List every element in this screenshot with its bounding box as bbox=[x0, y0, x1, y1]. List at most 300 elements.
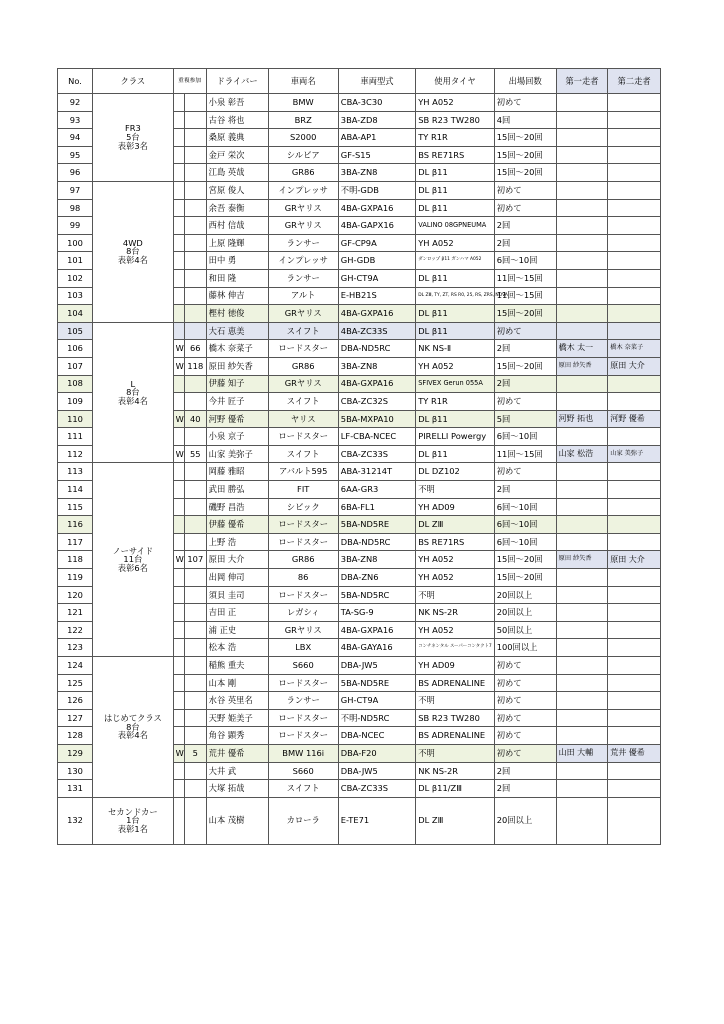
tire: YH A052 bbox=[416, 569, 494, 587]
first-runner bbox=[556, 287, 608, 305]
tire: NK NS-2R bbox=[416, 604, 494, 622]
duplicate-flag bbox=[173, 639, 184, 657]
duplicate-flag bbox=[173, 674, 184, 692]
car-name: GR86 bbox=[268, 357, 338, 375]
header-duplicate-entry: 重複参加 bbox=[173, 69, 206, 94]
duplicate-number bbox=[184, 199, 206, 217]
entry-number: 117 bbox=[58, 533, 93, 551]
driver-name: 古谷 将也 bbox=[206, 111, 268, 129]
car-model: 3BA-ZN8 bbox=[338, 357, 415, 375]
second-runner bbox=[608, 657, 661, 675]
second-runner bbox=[608, 322, 661, 340]
driver-name: 原田 紗矢香 bbox=[206, 357, 268, 375]
car-model: CBA-3C30 bbox=[338, 94, 415, 112]
car-name: ロードスター bbox=[268, 674, 338, 692]
car-model: 4BA-GXPA16 bbox=[338, 305, 415, 323]
driver-name: 伊藤 優希 bbox=[206, 516, 268, 534]
table-row bbox=[58, 94, 661, 112]
duplicate-flag bbox=[173, 146, 184, 164]
duplicate-flag bbox=[173, 516, 184, 534]
car-model: DBA-ND5RC bbox=[338, 340, 415, 358]
car-name: ロードスター bbox=[268, 340, 338, 358]
tire: SFIVEX Gerun 055A bbox=[416, 375, 494, 393]
table-row bbox=[58, 463, 661, 481]
car-model: 6AA-GR3 bbox=[338, 481, 415, 499]
car-name: GR86 bbox=[268, 551, 338, 569]
second-runner: 荒井 優希 bbox=[608, 744, 661, 762]
class-line: 11台 bbox=[123, 554, 143, 565]
entry-count: 初めて bbox=[494, 322, 556, 340]
car-name: ロードスター bbox=[268, 428, 338, 446]
second-runner bbox=[608, 94, 661, 112]
entry-number: 109 bbox=[58, 393, 93, 411]
second-runner bbox=[608, 129, 661, 147]
entry-number: 128 bbox=[58, 727, 93, 745]
first-runner bbox=[556, 463, 608, 481]
entry-number: 101 bbox=[58, 252, 93, 270]
duplicate-number bbox=[184, 621, 206, 639]
entry-count: 6回～10回 bbox=[494, 428, 556, 446]
driver-name: 金戸 栄次 bbox=[206, 146, 268, 164]
second-runner: 原田 大介 bbox=[608, 551, 661, 569]
entry-number: 131 bbox=[58, 780, 93, 798]
second-runner bbox=[608, 797, 661, 844]
entry-number: 105 bbox=[58, 322, 93, 340]
first-runner bbox=[556, 762, 608, 780]
tire: VALINO 08GPNEUMA bbox=[416, 217, 494, 235]
duplicate-flag: W bbox=[173, 357, 184, 375]
driver-name: 浦 正史 bbox=[206, 621, 268, 639]
car-model: 4BA-GAPX16 bbox=[338, 217, 415, 235]
entry-number: 96 bbox=[58, 164, 93, 182]
duplicate-number bbox=[184, 252, 206, 270]
entry-count: 15回～20回 bbox=[494, 569, 556, 587]
first-runner bbox=[556, 657, 608, 675]
class-line: 表彰1名 bbox=[117, 824, 148, 835]
car-model: DBA-NCEC bbox=[338, 727, 415, 745]
car-name: GRヤリス bbox=[268, 217, 338, 235]
entry-number: 116 bbox=[58, 516, 93, 534]
car-model: GH-CT9A bbox=[338, 269, 415, 287]
entry-number: 99 bbox=[58, 217, 93, 235]
car-name: ランサー bbox=[268, 234, 338, 252]
second-runner bbox=[608, 692, 661, 710]
car-model: E-TE71 bbox=[338, 797, 415, 844]
entry-number: 112 bbox=[58, 445, 93, 463]
second-runner bbox=[608, 727, 661, 745]
duplicate-flag bbox=[173, 481, 184, 499]
car-name: シルビア bbox=[268, 146, 338, 164]
driver-name: 和田 隆 bbox=[206, 269, 268, 287]
first-runner bbox=[556, 428, 608, 446]
entry-number: 124 bbox=[58, 657, 93, 675]
car-name: S2000 bbox=[268, 129, 338, 147]
entry-count: 15回～20回 bbox=[494, 305, 556, 323]
driver-name: 伊藤 知子 bbox=[206, 375, 268, 393]
driver-name: 河野 優希 bbox=[206, 410, 268, 428]
header-no: No. bbox=[58, 69, 93, 94]
duplicate-number: 5 bbox=[184, 744, 206, 762]
duplicate-flag bbox=[173, 621, 184, 639]
car-name: アバルト595 bbox=[268, 463, 338, 481]
entry-count: 2回 bbox=[494, 762, 556, 780]
duplicate-flag bbox=[173, 692, 184, 710]
second-runner bbox=[608, 674, 661, 692]
duplicate-number: 107 bbox=[184, 551, 206, 569]
duplicate-number bbox=[184, 322, 206, 340]
duplicate-flag bbox=[173, 94, 184, 112]
car-name: GR86 bbox=[268, 164, 338, 182]
driver-name: 上野 浩 bbox=[206, 533, 268, 551]
class-line: 表彰4名 bbox=[117, 255, 148, 266]
duplicate-number bbox=[184, 692, 206, 710]
duplicate-flag bbox=[173, 129, 184, 147]
tire: DL β11 bbox=[416, 445, 494, 463]
first-runner bbox=[556, 797, 608, 844]
car-name: LBX bbox=[268, 639, 338, 657]
class-line: FR3 bbox=[124, 123, 141, 134]
car-model: DBA-ZN6 bbox=[338, 569, 415, 587]
second-runner bbox=[608, 252, 661, 270]
duplicate-flag: W bbox=[173, 445, 184, 463]
second-runner bbox=[608, 762, 661, 780]
second-runner bbox=[608, 217, 661, 235]
car-model: 6BA-FL1 bbox=[338, 498, 415, 516]
entry-count: 15回～20回 bbox=[494, 357, 556, 375]
second-runner bbox=[608, 164, 661, 182]
second-runner bbox=[608, 586, 661, 604]
duplicate-flag bbox=[173, 727, 184, 745]
tire: YH A052 bbox=[416, 94, 494, 112]
driver-name: 岡藤 雅昭 bbox=[206, 463, 268, 481]
duplicate-flag bbox=[173, 498, 184, 516]
tire: DL β11 bbox=[416, 269, 494, 287]
second-runner bbox=[608, 533, 661, 551]
duplicate-flag bbox=[173, 305, 184, 323]
entry-number: 126 bbox=[58, 692, 93, 710]
duplicate-number bbox=[184, 709, 206, 727]
first-runner bbox=[556, 569, 608, 587]
first-runner bbox=[556, 727, 608, 745]
second-runner bbox=[608, 269, 661, 287]
table-row bbox=[58, 657, 661, 675]
duplicate-number bbox=[184, 129, 206, 147]
duplicate-flag bbox=[173, 569, 184, 587]
first-runner bbox=[556, 621, 608, 639]
first-runner bbox=[556, 604, 608, 622]
class-line: 5台 bbox=[126, 132, 140, 143]
car-model: GH-CT9A bbox=[338, 692, 415, 710]
duplicate-flag: W bbox=[173, 340, 184, 358]
car-name: アルト bbox=[268, 287, 338, 305]
duplicate-number bbox=[184, 94, 206, 112]
tire: ダンロップ β11 ガンハマ A052 bbox=[416, 252, 494, 270]
second-runner bbox=[608, 516, 661, 534]
entry-count: 初めて bbox=[494, 727, 556, 745]
entry-count: 初めて bbox=[494, 181, 556, 199]
duplicate-flag bbox=[173, 709, 184, 727]
duplicate-flag bbox=[173, 322, 184, 340]
class-line: はじめてクラス bbox=[103, 712, 162, 723]
car-name: BMW bbox=[268, 94, 338, 112]
entry-count: 6回～10回 bbox=[494, 516, 556, 534]
driver-name: 山本 剛 bbox=[206, 674, 268, 692]
duplicate-number bbox=[184, 146, 206, 164]
driver-name: 須貝 圭司 bbox=[206, 586, 268, 604]
entry-number: 103 bbox=[58, 287, 93, 305]
first-runner bbox=[556, 305, 608, 323]
entry-count: 6回～10回 bbox=[494, 533, 556, 551]
duplicate-number bbox=[184, 287, 206, 305]
car-model: ABA-31214T bbox=[338, 463, 415, 481]
car-model: ABA-AP1 bbox=[338, 129, 415, 147]
tire: BS ADRENALINE bbox=[416, 674, 494, 692]
first-runner bbox=[556, 780, 608, 798]
entry-number: 122 bbox=[58, 621, 93, 639]
duplicate-number bbox=[184, 498, 206, 516]
class-line: 表彰3名 bbox=[117, 140, 148, 151]
car-model: 4BA-GAYA16 bbox=[338, 639, 415, 657]
tire: DL β11 bbox=[416, 305, 494, 323]
header-driver: ドライバー bbox=[206, 69, 268, 94]
driver-name: 松本 浩 bbox=[206, 639, 268, 657]
second-runner: 原田 大介 bbox=[608, 357, 661, 375]
duplicate-number bbox=[184, 481, 206, 499]
car-model: DBA-F20 bbox=[338, 744, 415, 762]
driver-name: 今井 匠子 bbox=[206, 393, 268, 411]
car-name: ヤリス bbox=[268, 410, 338, 428]
table-row bbox=[58, 797, 661, 844]
second-runner bbox=[608, 375, 661, 393]
first-runner: 橋木 太一 bbox=[556, 340, 608, 358]
duplicate-number bbox=[184, 428, 206, 446]
header-row bbox=[58, 69, 661, 94]
class-cell bbox=[93, 657, 174, 798]
car-model: 3BA-ZN8 bbox=[338, 164, 415, 182]
car-name: ランサー bbox=[268, 269, 338, 287]
duplicate-number: 40 bbox=[184, 410, 206, 428]
driver-name: 吉田 正 bbox=[206, 604, 268, 622]
first-runner bbox=[556, 481, 608, 499]
entry-number: 94 bbox=[58, 129, 93, 147]
entry-number: 120 bbox=[58, 586, 93, 604]
tire: DL β11 bbox=[416, 199, 494, 217]
car-model: 不明-ND5RC bbox=[338, 709, 415, 727]
car-name: スイフト bbox=[268, 322, 338, 340]
header-count: 出場回数 bbox=[494, 69, 556, 94]
first-runner bbox=[556, 164, 608, 182]
second-runner bbox=[608, 146, 661, 164]
second-runner bbox=[608, 498, 661, 516]
duplicate-number: 55 bbox=[184, 445, 206, 463]
entry-count: 11回～15回 bbox=[494, 445, 556, 463]
first-runner bbox=[556, 94, 608, 112]
tire: コンチネンタル スーパーコンタクト7 bbox=[416, 639, 494, 657]
duplicate-number bbox=[184, 234, 206, 252]
car-name: スイフト bbox=[268, 393, 338, 411]
driver-name: 武田 勝弘 bbox=[206, 481, 268, 499]
header-first-runner: 第一走者 bbox=[556, 69, 608, 94]
car-model: DBA-JW5 bbox=[338, 657, 415, 675]
tire: DL ZⅢ bbox=[416, 516, 494, 534]
duplicate-flag bbox=[173, 604, 184, 622]
driver-name: 角谷 顕秀 bbox=[206, 727, 268, 745]
class-line: 8台 bbox=[126, 387, 140, 398]
first-runner bbox=[556, 639, 608, 657]
duplicate-number bbox=[184, 604, 206, 622]
entry-count: 5回 bbox=[494, 410, 556, 428]
second-runner bbox=[608, 780, 661, 798]
first-runner: 河野 拓也 bbox=[556, 410, 608, 428]
entry-number: 118 bbox=[58, 551, 93, 569]
car-model: 3BA-ZN8 bbox=[338, 551, 415, 569]
duplicate-flag bbox=[173, 234, 184, 252]
class-line: 1台 bbox=[126, 815, 140, 826]
driver-name: 樫村 徳俊 bbox=[206, 305, 268, 323]
car-name: カローラ bbox=[268, 797, 338, 844]
second-runner bbox=[608, 181, 661, 199]
first-runner bbox=[556, 533, 608, 551]
duplicate-number bbox=[184, 727, 206, 745]
driver-name: 荒井 優希 bbox=[206, 744, 268, 762]
first-runner bbox=[556, 252, 608, 270]
entry-number: 98 bbox=[58, 199, 93, 217]
driver-name: 桑原 義典 bbox=[206, 129, 268, 147]
first-runner bbox=[556, 586, 608, 604]
first-runner bbox=[556, 111, 608, 129]
entry-count: 15回～20回 bbox=[494, 164, 556, 182]
entry-number: 115 bbox=[58, 498, 93, 516]
class-line: 表彰4名 bbox=[117, 730, 148, 741]
duplicate-number bbox=[184, 393, 206, 411]
car-name: FIT bbox=[268, 481, 338, 499]
driver-name: 水谷 英里名 bbox=[206, 692, 268, 710]
driver-name: 余吾 泰衡 bbox=[206, 199, 268, 217]
car-name: ロードスター bbox=[268, 586, 338, 604]
entry-number: 108 bbox=[58, 375, 93, 393]
duplicate-number bbox=[184, 569, 206, 587]
first-runner bbox=[556, 269, 608, 287]
car-model: LF-CBA-NCEC bbox=[338, 428, 415, 446]
car-model: GF-S15 bbox=[338, 146, 415, 164]
entry-number: 127 bbox=[58, 709, 93, 727]
class-line: 8台 bbox=[126, 246, 140, 257]
car-name: シビック bbox=[268, 498, 338, 516]
driver-name: 原田 大介 bbox=[206, 551, 268, 569]
second-runner bbox=[608, 639, 661, 657]
duplicate-flag bbox=[173, 780, 184, 798]
car-name: GRヤリス bbox=[268, 621, 338, 639]
first-runner: 原田 紗矢香 bbox=[556, 357, 608, 375]
tire: DL DZ102 bbox=[416, 463, 494, 481]
car-name: S660 bbox=[268, 657, 338, 675]
second-runner bbox=[608, 234, 661, 252]
entry-count: 初めて bbox=[494, 199, 556, 217]
entry-count: 6回～10回 bbox=[494, 252, 556, 270]
car-name: インプレッサ bbox=[268, 181, 338, 199]
duplicate-number bbox=[184, 797, 206, 844]
car-name: S660 bbox=[268, 762, 338, 780]
class-cell bbox=[93, 94, 174, 182]
tire: SB R23 TW280 bbox=[416, 111, 494, 129]
class-line: 表彰4名 bbox=[117, 395, 148, 406]
driver-name: 磯野 昌浩 bbox=[206, 498, 268, 516]
first-runner bbox=[556, 234, 608, 252]
entry-count: 6回～10回 bbox=[494, 498, 556, 516]
class-line: セカンドカー bbox=[108, 806, 158, 817]
duplicate-number bbox=[184, 639, 206, 657]
first-runner bbox=[556, 217, 608, 235]
car-model: 4BA-GXPA16 bbox=[338, 199, 415, 217]
second-runner: 河野 優希 bbox=[608, 410, 661, 428]
car-name: レガシィ bbox=[268, 604, 338, 622]
duplicate-flag bbox=[173, 217, 184, 235]
car-name: GRヤリス bbox=[268, 375, 338, 393]
duplicate-flag bbox=[173, 269, 184, 287]
entry-count: 初めて bbox=[494, 657, 556, 675]
driver-name: 江島 英哉 bbox=[206, 164, 268, 182]
entry-count: 20回以上 bbox=[494, 604, 556, 622]
tire: YH AD09 bbox=[416, 657, 494, 675]
car-name: ロードスター bbox=[268, 533, 338, 551]
first-runner bbox=[556, 146, 608, 164]
second-runner: 山家 美弥子 bbox=[608, 445, 661, 463]
tire: NK NS-Ⅱ bbox=[416, 340, 494, 358]
car-model: 4BA-ZC33S bbox=[338, 322, 415, 340]
duplicate-number bbox=[184, 217, 206, 235]
first-runner: 原田 紗矢香 bbox=[556, 551, 608, 569]
duplicate-number bbox=[184, 164, 206, 182]
car-name: BRZ bbox=[268, 111, 338, 129]
entry-number: 107 bbox=[58, 357, 93, 375]
duplicate-number bbox=[184, 780, 206, 798]
first-runner bbox=[556, 375, 608, 393]
duplicate-flag: W bbox=[173, 744, 184, 762]
tire: TY R1R bbox=[416, 129, 494, 147]
driver-name: 山本 茂樹 bbox=[206, 797, 268, 844]
driver-name: 西村 信哉 bbox=[206, 217, 268, 235]
entry-number: 95 bbox=[58, 146, 93, 164]
first-runner bbox=[556, 709, 608, 727]
duplicate-flag bbox=[173, 762, 184, 780]
duplicate-number bbox=[184, 269, 206, 287]
duplicate-flag bbox=[173, 111, 184, 129]
tire: DL β11 bbox=[416, 181, 494, 199]
car-model: 5BA-ND5RC bbox=[338, 586, 415, 604]
entry-number: 106 bbox=[58, 340, 93, 358]
car-model: CBA-ZC33S bbox=[338, 445, 415, 463]
duplicate-flag bbox=[173, 252, 184, 270]
header-class: クラス bbox=[93, 69, 174, 94]
duplicate-flag bbox=[173, 393, 184, 411]
car-model: GH-GDB bbox=[338, 252, 415, 270]
entry-count: 2回 bbox=[494, 234, 556, 252]
class-cell bbox=[93, 463, 174, 657]
entry-count: 50回以上 bbox=[494, 621, 556, 639]
class-cell bbox=[93, 322, 174, 463]
tire: YH A052 bbox=[416, 621, 494, 639]
car-name: スイフト bbox=[268, 780, 338, 798]
driver-name: 橋木 奈菜子 bbox=[206, 340, 268, 358]
class-line: 4WD bbox=[122, 237, 143, 248]
tire: YH A052 bbox=[416, 551, 494, 569]
car-name: ランサー bbox=[268, 692, 338, 710]
tire: DL ZⅢ bbox=[416, 797, 494, 844]
entry-number: 113 bbox=[58, 463, 93, 481]
entry-count: 2回 bbox=[494, 217, 556, 235]
duplicate-flag bbox=[173, 586, 184, 604]
first-runner bbox=[556, 181, 608, 199]
